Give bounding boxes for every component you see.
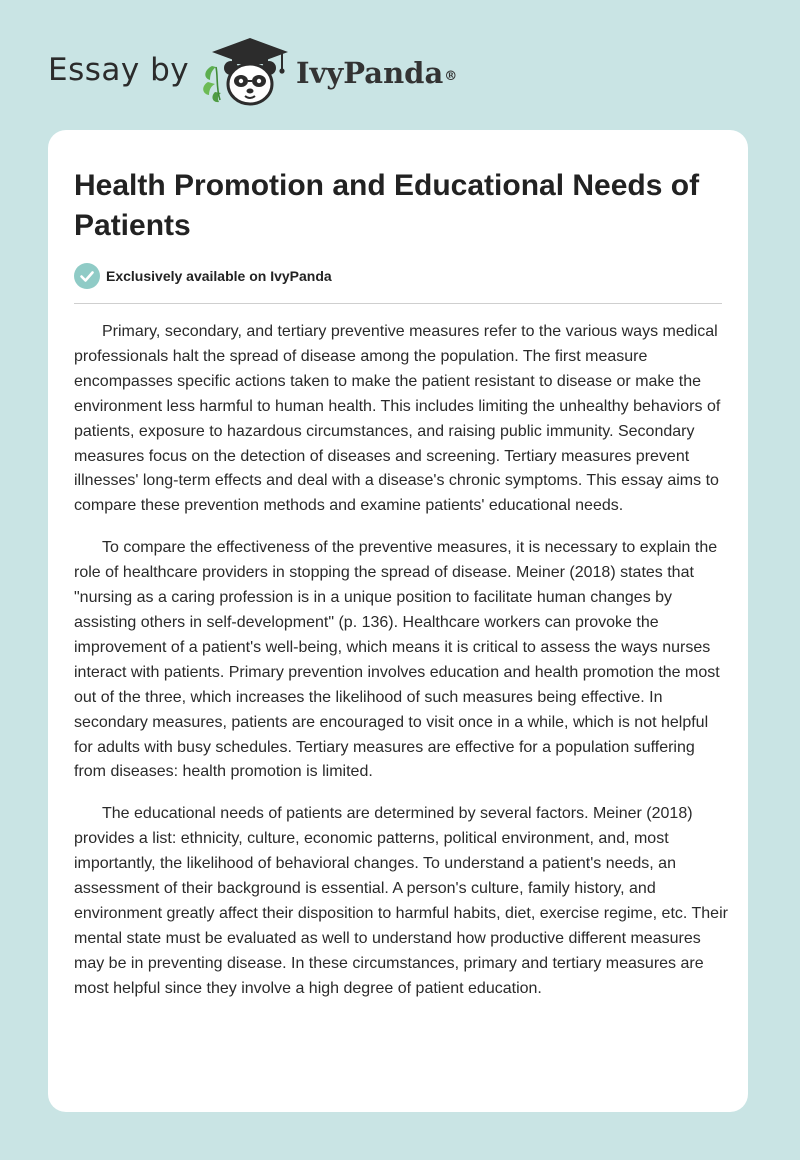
site-header [0, 0, 800, 120]
essay-body [74, 320, 728, 1019]
registered-mark: ® [444, 69, 458, 84]
brand-name[interactable]: IvyPanda® [296, 56, 458, 90]
paragraph: To compare the effectiveness of the preventive measures, it is necessary to explain the role of healthcare providers in stopping the spread of disease. Meiner (2018) states that "nursing as a caring profession is in a unique position to facilitate human changes by assisting others in self-development" (p. 136). Healthcare workers can provoke the improvement of a patient's well-being, which means it is critical to assess the ways nurses interact with patients. Primary prevention involves education and health promotion the most out of the three, which increases the likelihood of such measures being effective. In secondary measures, patients are encouraged to visit once in a while, which is not helpful for adults with busy schedules. Tertiary measures are effective for a population suffering from diseases: health promotion is limited. [74, 539, 720, 781]
paragraph: The educational needs of patients are determined by several factors. Meiner (2018) provides a list: ethnicity, culture, economic patterns, political environment, and, most importantly, the likelihood of behavioral changes. To understand a patient's needs, an assessment of their background is essential. A person's culture, family history, and environment greatly affect their disposition to harmful habits, diet, exercise regime, etc. Their mental state must be evaluated as well to understand how productive different measures may be in preventing disease. In these circumstances, primary and tertiary measures are most helpful since they involve a high degree of patient education. [74, 805, 728, 997]
essay-card [48, 130, 748, 1112]
essay-by-label: Essay by [48, 52, 190, 88]
panda-graduate-logo-icon[interactable] [198, 36, 290, 108]
paragraph: Primary, secondary, and tertiary preventive measures refer to the various ways medical professionals halt the spread of disease among the population. The first measure encompasses specific actions taken to make the patient resistant to disease or make the environment less harmful to human health. This includes limiting the unhealthy behaviors of patients, exposure to hazardous circumstances, and raising public immunity. Secondary measures focus on the detection of diseases and screening. Tertiary measures prevent illnesses' long-term effects and deal with a disease's chronic symptoms. This essay aims to compare these prevention methods and examine patients' educational needs. [74, 323, 721, 515]
ivy-leaf-icon [203, 66, 221, 102]
exclusive-badge [74, 263, 332, 289]
checkmark-icon [74, 263, 100, 289]
page-title: Health Promotion and Educational Needs of Patients [74, 169, 700, 242]
divider [74, 303, 722, 304]
exclusive-badge-text: Exclusively available on IvyPanda [106, 268, 332, 284]
